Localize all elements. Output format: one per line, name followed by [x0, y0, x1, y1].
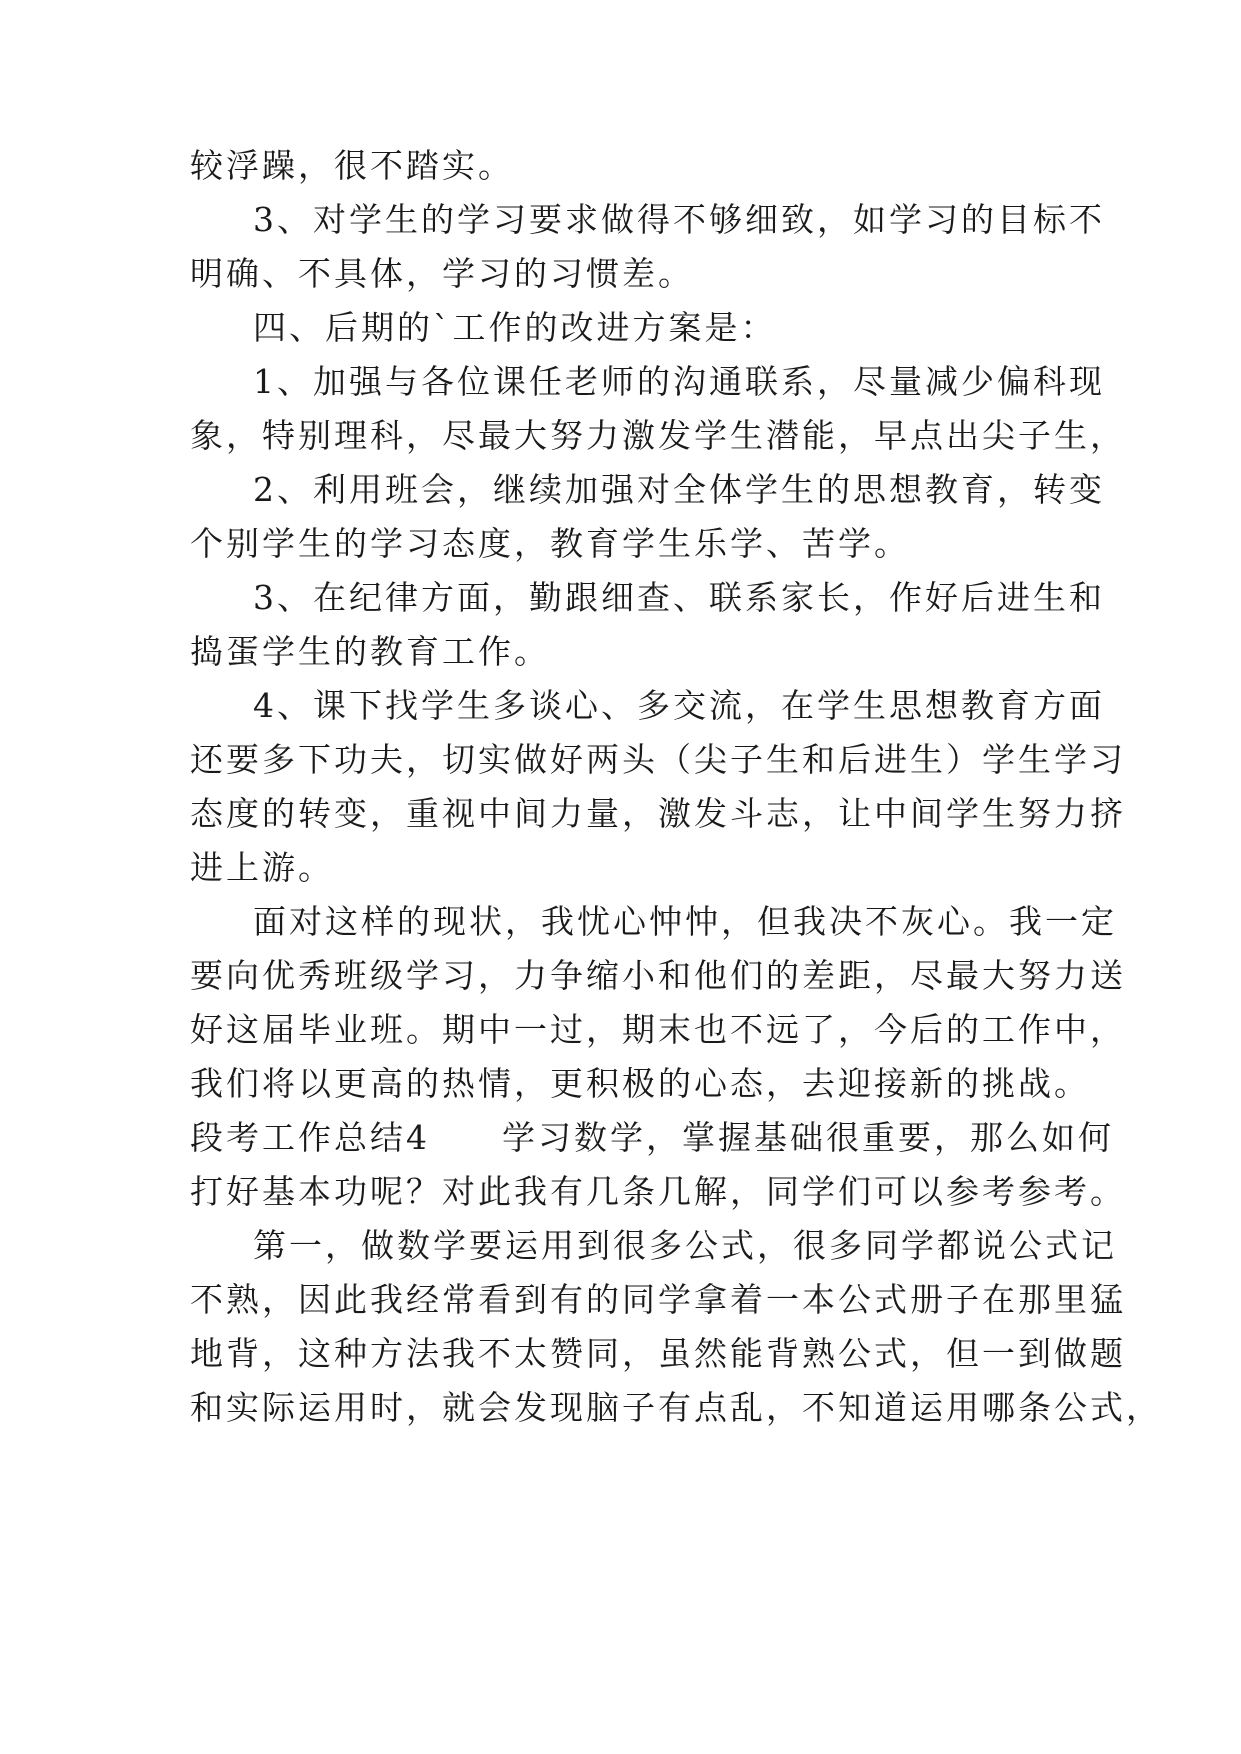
text-line: 较浮躁，很不踏实。	[190, 146, 514, 185]
text-line: 我们将以更高的热情，更积极的心态，去迎接新的挑战。	[190, 1064, 1090, 1103]
text-line: 面对这样的现状，我忧心忡忡，但我决不灰心。我一定	[253, 902, 1117, 941]
text-line: 还要多下功夫，切实做好两头（尖子生和后进生）学生学习	[190, 740, 1126, 779]
text-line: 态度的转变，重视中间力量，激发斗志，让中间学生努力挤	[190, 794, 1126, 833]
text-line: 和实际运用时，就会发现脑子有点乱，不知道运用哪条公式，	[190, 1388, 1162, 1427]
text-line: 好这届毕业班。期中一过，期末也不远了，今后的工作中，	[190, 1010, 1126, 1049]
text-line: 第一，做数学要运用到很多公式，很多同学都说公式记	[253, 1226, 1117, 1265]
text-line: 1、加强与各位课任老师的沟通联系，尽量减少偏科现	[253, 362, 1105, 401]
text-line: 地背，这种方法我不太赞同，虽然能背熟公式，但一到做题	[190, 1334, 1126, 1373]
text-line: 象，特别理科，尽最大努力激发学生潜能，早点出尖子生，	[190, 416, 1126, 455]
text-line: 打好基本功呢？对此我有几条几解，同学们可以参考参考。	[190, 1172, 1126, 1211]
text-line: 3、对学生的学习要求做得不够细致，如学习的目标不	[253, 200, 1105, 239]
text-line: 捣蛋学生的教育工作。	[190, 632, 550, 671]
section-title-line: 段考工作总结4 学习数学，掌握基础很重要，那么如何	[190, 1118, 1114, 1157]
text-line: 4、课下找学生多谈心、多交流，在学生思想教育方面	[253, 686, 1105, 725]
text-line: 要向优秀班级学习，力争缩小和他们的差距，尽最大努力送	[190, 956, 1126, 995]
text-line: 进上游。	[190, 848, 334, 887]
text-line: 明确、不具体，学习的习惯差。	[190, 254, 694, 293]
text-line: 3、在纪律方面，勤跟细查、联系家长，作好后进生和	[253, 578, 1105, 617]
text-line: 个别学生的学习态度，教育学生乐学、苦学。	[190, 524, 910, 563]
text-line: 2、利用班会，继续加强对全体学生的思想教育，转变	[253, 470, 1105, 509]
text-line: 不熟，因此我经常看到有的同学拿着一本公式册子在那里猛	[190, 1280, 1126, 1319]
section-heading: 四、后期的`工作的改进方案是：	[253, 308, 777, 347]
